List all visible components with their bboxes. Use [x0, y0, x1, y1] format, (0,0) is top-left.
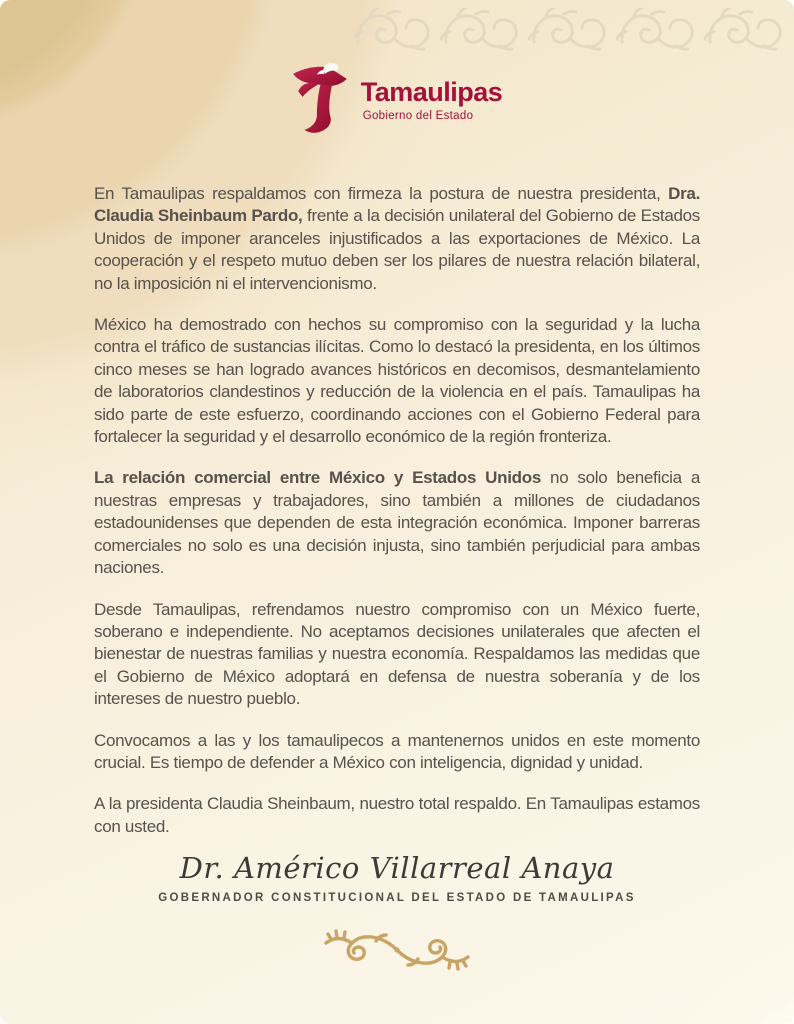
logo-wordmark-block [361, 78, 503, 121]
logo-subtitle: Gobierno del Estado [362, 109, 474, 122]
paragraph-text-bold: Dra. Claudia Sheinbaum Pardo, [94, 184, 700, 226]
bottom-flourish [94, 926, 700, 980]
signatory-title: GOBERNADOR CONSTITUCIONAL DEL ESTADO DE TAMAULIPAS [158, 891, 636, 904]
paragraph-text-bold: La relación comercial entre México y Estados Unidos [94, 468, 541, 488]
statement-paragraph-2 [94, 314, 700, 448]
paragraph-text: A la presidenta Claudia Sheinbaum, nuestro total respaldo. En Tamaulipas estamos con usted. [94, 794, 700, 836]
paragraph-text: no solo beneficia a nuestras empresas y trabajadores, sino también a millones de ciudadanos estadounidenses que dependen de esta integración económica. Imponer barreras comerciales no solo es una decisión injusta, sino también perjudicial para ambas naciones. [94, 468, 700, 578]
signatory-name: Dr. Américo Villarreal Anaya [179, 851, 615, 886]
logo-wordmark: Tamaulipas [360, 77, 503, 108]
statement-body [94, 183, 700, 980]
statement-paragraph-5 [94, 730, 700, 775]
statement-paragraph-1 [94, 183, 700, 295]
tamaulipas-logo-icon [292, 62, 348, 138]
state-logo [0, 62, 794, 138]
statement-paragraph-3 [94, 467, 700, 579]
top-scroll-ornament-icon [354, 8, 794, 54]
paragraph-text: En Tamaulipas respaldamos con firmeza la postura de nuestra presidenta, [94, 184, 669, 203]
paragraph-text: Desde Tamaulipas, refrendamos nuestro compromiso con un México fuerte, soberano e independiente. No aceptamos decisiones unilaterales que afecten el bienestar de nuestras familias y nuestra economía. Respaldamos las medidas que el Gobierno de México adoptará en defensa de nuestra soberanía y de los intereses de nuestro pueblo. [94, 599, 700, 709]
paragraph-text: Convocamos a las y los tamaulipecos a mantenernos unidos en este momento crucial. Es tiempo de defender a México con inteligencia, dignidad y unidad. [94, 730, 700, 772]
signature-block [94, 851, 700, 909]
statement-paragraph-4 [94, 599, 700, 711]
statement-paragraph-6 [94, 793, 700, 838]
paragraph-text: México ha demostrado con hechos su compromiso con la seguridad y la lucha contra el tráfico de sustancias ilícitas. Como lo destacó la presidenta, en los últimos cinco meses se han logrado avances históricos en decomisos, desmantelamiento de laboratorios clandestinos y reducción de la violencia en el país. Tamaulipas ha sido parte de este esfuerzo, coordinando acciones con el Gobierno Federal para fortalecer la seguridad y el desarrollo económico de la región fronteriza. [94, 315, 700, 447]
scroll-flourish-icon [321, 926, 473, 974]
paragraph-text: frente a la decisión unilateral del Gobierno de Estados Unidos de imponer aranceles injustificados a las exportaciones de México. La cooperación y el respeto mutuo deben ser los pilares de nuestra relación bilateral, no la imposición ni el intervencionismo. [94, 206, 700, 293]
